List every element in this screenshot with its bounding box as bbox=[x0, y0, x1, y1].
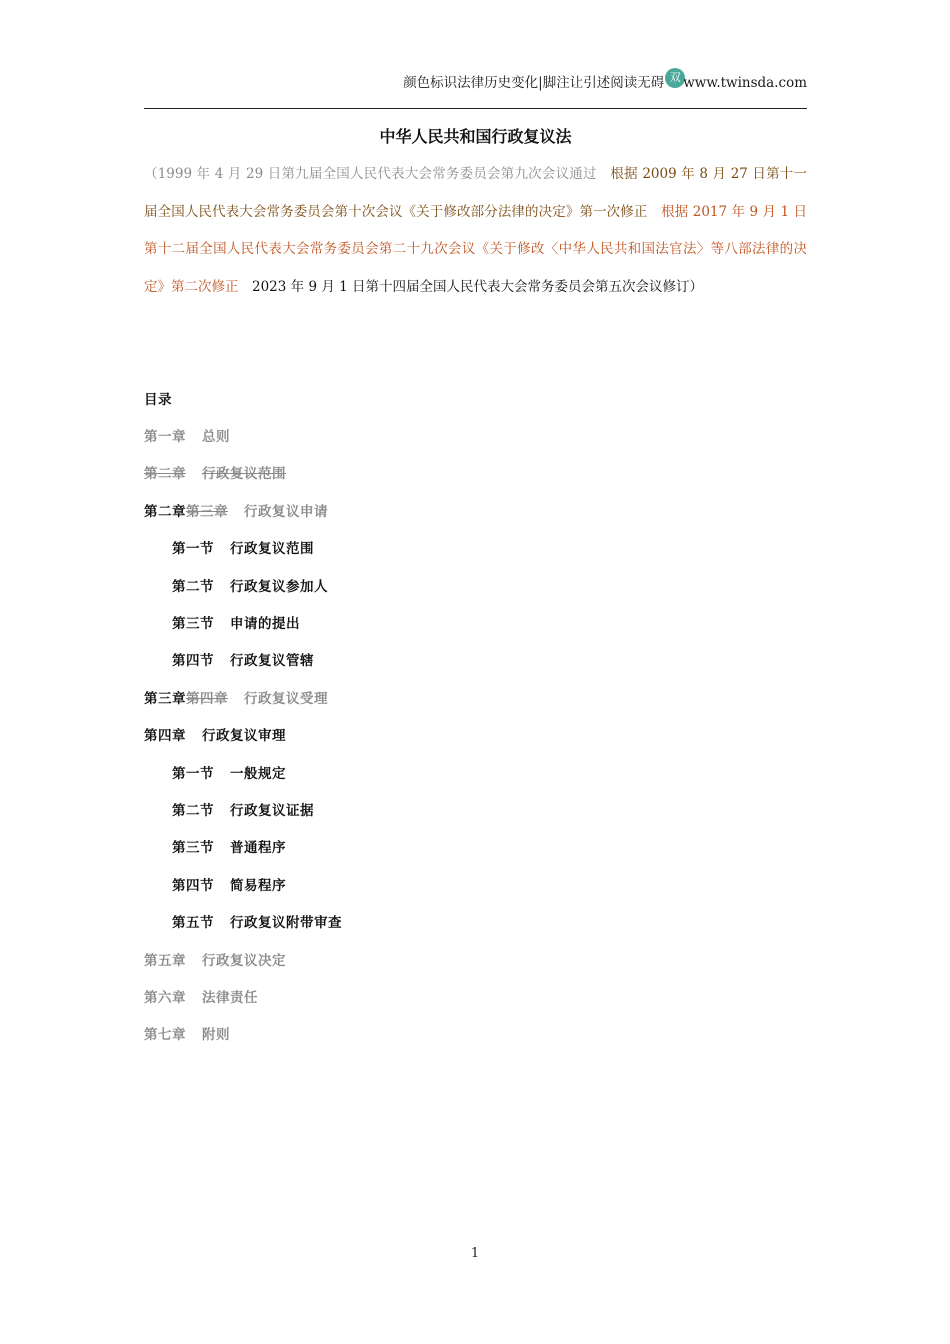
toc-item-title: 一般规定 bbox=[230, 765, 286, 782]
toc-item-number: 第一节 bbox=[172, 765, 214, 782]
toc-item-title: 附则 bbox=[202, 1027, 230, 1044]
toc-chapter-item[interactable] bbox=[144, 724, 286, 744]
header-tagline: 颜色标识法律历史变化|脚注让引述阅读无碍 bbox=[403, 75, 665, 91]
toc-section-item[interactable] bbox=[172, 836, 286, 856]
revision-history-segment: 根据 2009 年 8 月 27 日第十一届全国人民代表大会常务委员会第十次会议《关于修改部分法律的决定》第一次修正 bbox=[144, 166, 807, 220]
page-header bbox=[144, 68, 807, 98]
toc-chapter-item[interactable] bbox=[144, 687, 328, 707]
toc-item-number: 第五章 bbox=[144, 952, 186, 969]
toc-item-title: 简易程序 bbox=[230, 877, 286, 894]
toc-item-title: 总则 bbox=[202, 429, 230, 445]
page-number: 1 bbox=[470, 1246, 480, 1261]
toc-chapter-item[interactable] bbox=[144, 1023, 230, 1043]
twinsda-logo-icon: 双 bbox=[665, 68, 685, 88]
toc-item-title: 行政复议范围 bbox=[230, 541, 314, 558]
toc-item-number: 第三章 bbox=[144, 690, 186, 707]
toc-item-number: 第四节 bbox=[172, 653, 214, 670]
toc-section-item[interactable] bbox=[172, 911, 342, 931]
toc-section-item[interactable] bbox=[172, 762, 286, 782]
toc-item-number: 第二节 bbox=[172, 578, 214, 595]
toc-chapter-item[interactable] bbox=[144, 500, 328, 520]
toc-heading: 目录 bbox=[144, 392, 172, 408]
toc-chapter-item[interactable] bbox=[144, 425, 230, 445]
toc-item-number: 第二章 bbox=[144, 466, 186, 483]
toc-item-number: 第七章 bbox=[144, 1027, 186, 1044]
header-divider bbox=[144, 108, 807, 109]
toc-item-deleted-number: 第四章 bbox=[186, 690, 228, 707]
toc-item-number: 第四章 bbox=[144, 728, 186, 745]
revision-history-segment: 2023 年 9 月 1 日第十四届全国人民代表大会常务委员会第五次会议修订） bbox=[238, 278, 703, 295]
toc-item-number: 第二章 bbox=[144, 503, 186, 520]
toc-item-number: 第三节 bbox=[172, 840, 214, 857]
toc-chapter-item[interactable] bbox=[144, 986, 258, 1006]
document-title: 中华人民共和国行政复议法 bbox=[379, 127, 572, 146]
toc-item-number: 第六章 bbox=[144, 990, 186, 1006]
toc-item-title: 行政复议决定 bbox=[202, 952, 286, 969]
toc-item-title: 行政复议附带审查 bbox=[230, 915, 342, 932]
toc-item-title: 行政复议范围 bbox=[202, 466, 286, 483]
toc-item-number: 第一节 bbox=[172, 541, 214, 558]
toc-section-item[interactable] bbox=[172, 874, 286, 894]
toc-item-title: 行政复议参加人 bbox=[230, 578, 328, 595]
toc-item-title: 普通程序 bbox=[230, 840, 286, 857]
toc-item-title: 行政复议申请 bbox=[244, 503, 328, 520]
toc-chapter-item[interactable] bbox=[144, 949, 286, 969]
toc-item-title: 行政复议受理 bbox=[244, 690, 328, 707]
toc-item-deleted-number: 第三章 bbox=[186, 503, 228, 520]
toc-item-number: 第二节 bbox=[172, 803, 214, 819]
revision-history-segment: （1999 年 4 月 29 日第九届全国人民代表大会常务委员会第九次会议通过 bbox=[144, 166, 597, 182]
revision-history-segment: 根据 2017 年 9 月 1 日第十二届全国人民代表大会常务委员会第二十九次会议《关于修改〈中华人民共和国法官法〉等八部法律的决定》第二次修正 bbox=[144, 203, 807, 295]
toc-item-title: 法律责任 bbox=[202, 990, 258, 1006]
toc-item-title: 行政复议管辖 bbox=[230, 653, 314, 670]
toc-item-title: 行政复议审理 bbox=[202, 728, 286, 745]
toc-section-item[interactable] bbox=[172, 612, 300, 632]
toc-section-item[interactable] bbox=[172, 649, 314, 669]
header-url[interactable]: www.twinsda.com bbox=[683, 75, 807, 91]
toc-item-number: 第五节 bbox=[172, 915, 214, 932]
toc-item-title: 行政复议证据 bbox=[230, 803, 314, 819]
toc-item-number: 第一章 bbox=[144, 429, 186, 445]
toc-item-number: 第四节 bbox=[172, 877, 214, 894]
toc-section-item[interactable] bbox=[172, 575, 328, 595]
toc-section-item[interactable] bbox=[172, 537, 314, 557]
revision-history bbox=[144, 156, 807, 306]
toc-section-item[interactable] bbox=[172, 799, 314, 819]
toc-item-number: 第三节 bbox=[172, 616, 214, 632]
toc-item-title: 申请的提出 bbox=[230, 616, 300, 632]
toc-chapter-item[interactable] bbox=[144, 462, 286, 482]
